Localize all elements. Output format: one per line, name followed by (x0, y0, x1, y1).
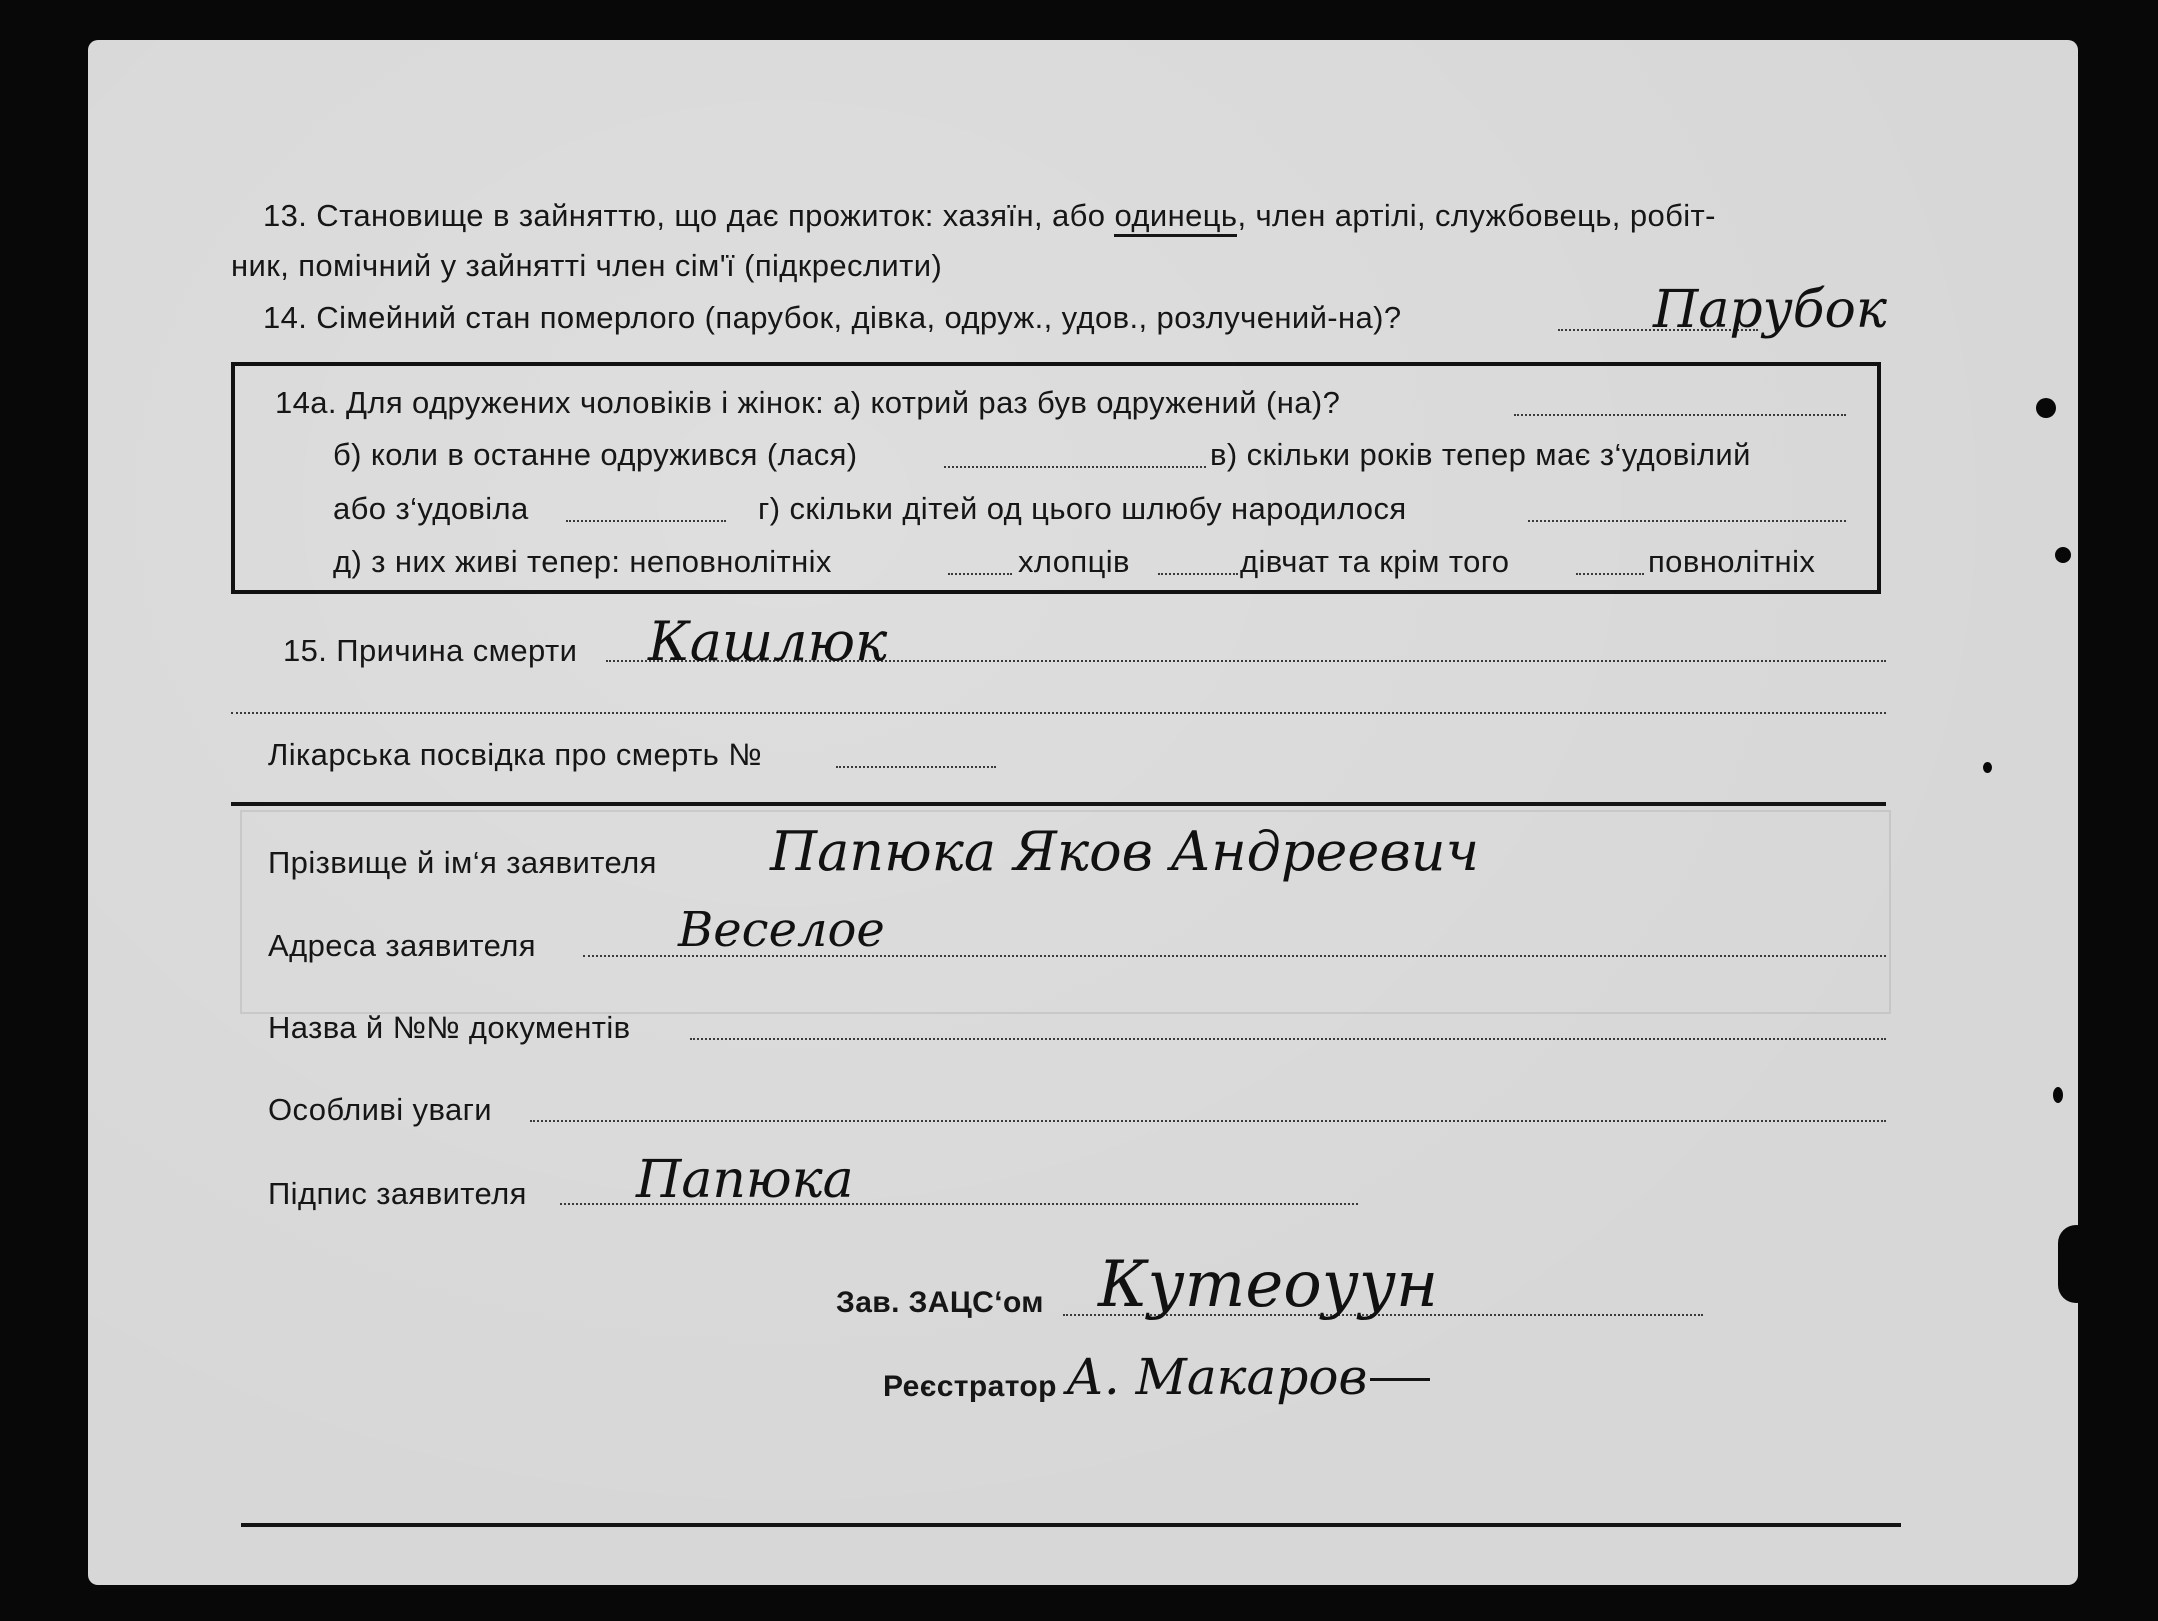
applicant-name-label: Прізвище й ім‘я заявителя (268, 845, 657, 880)
documents-dotted-line (690, 1038, 1886, 1040)
edge-notch (2058, 1225, 2078, 1303)
item14a-girls-label: дівчат та крім того (1240, 544, 1510, 579)
registrar-signature-stroke (1370, 1378, 1430, 1381)
item14a-line1: 14а. Для одружених чоловіків і жінок: а) котрий раз був одружений (на)? (275, 385, 1341, 420)
applicant-signature-handwritten: Папюка (636, 1150, 854, 1210)
registrar-signature: А. Макаров (1066, 1348, 1368, 1406)
item14a-boys-label: хлопців (1018, 544, 1130, 579)
item14a-g-dotted-line (1528, 520, 1846, 522)
applicant-address-label: Адреса заявителя (268, 928, 536, 963)
remarks-dotted-line (530, 1120, 1886, 1122)
section-divider-rule (231, 802, 1886, 806)
registrar-label: Реєстратор (883, 1370, 1057, 1403)
item14a-v-dotted-line (566, 520, 726, 522)
registry-head-label: Зав. ЗАЦС‘ом (836, 1286, 1044, 1319)
punch-hole (2036, 398, 2056, 418)
item14a-d-minors-dotted-line (948, 573, 1012, 575)
applicant-signature-label: Підпис заявителя (268, 1176, 527, 1211)
item14a-b-label: б) коли в останне одружився (лася) (333, 437, 858, 472)
item14a-a-dotted-line (1514, 414, 1846, 416)
bottom-rule (241, 1523, 1901, 1527)
item14a-girls-dotted-line (1576, 573, 1644, 575)
item15-label: 15. Причина смерти (283, 633, 578, 668)
applicant-name-handwritten-value: Папюка Яков Андреевич (770, 820, 1480, 883)
punch-hole (2055, 547, 2071, 563)
item14-label: 14. Сімейний стан померлого (парубок, дівка, одруж., удов., розлучений-на)? (263, 300, 1402, 335)
item14a-b-dotted-line (944, 466, 1206, 468)
applicant-address-handwritten-value: Веселое (678, 902, 885, 958)
item13-line2: ник, помічний у зайнятті член сім'ї (підкреслити) (231, 248, 943, 283)
item14a-d-label: д) з них живі тепер: неповнолітніх (333, 544, 832, 579)
item13-text-after: , член артілі, службовець, робіт- (1237, 198, 1716, 233)
punch-hole (1983, 762, 1992, 773)
item13-underlined-option: одинець (1114, 198, 1237, 237)
item15-second-dotted-line (231, 712, 1886, 714)
item14a-adults-label: повнолітніх (1648, 544, 1816, 579)
remarks-label: Особливі уваги (268, 1092, 493, 1127)
medical-certificate-dotted-line (836, 766, 996, 768)
punch-hole (2053, 1087, 2063, 1103)
medical-certificate-label: Лікарська посвідка про смерть № (268, 737, 762, 772)
item14-handwritten-value: Парубок (1653, 280, 1887, 340)
registry-head-signature: Кутеоуун (1098, 1248, 1439, 1322)
document-sheet (88, 40, 2078, 1585)
item14a-v-label: в) скільки років тепер має з‘удовілий (1210, 437, 1751, 472)
item14a-boys-dotted-line (1158, 573, 1238, 575)
item14a-v-continued: або з‘удовіла (333, 491, 529, 526)
item15-handwritten-value: Кашлюк (648, 610, 888, 673)
item13-text-before: 13. Становище в зайняттю, що дає прожиток: хазяїн, або (263, 198, 1115, 233)
documents-label: Назва й №№ документів (268, 1010, 631, 1045)
item14a-g-label: г) скільки дітей од цього шлюбу народилося (758, 491, 1407, 526)
item13-line1 (263, 198, 1716, 234)
